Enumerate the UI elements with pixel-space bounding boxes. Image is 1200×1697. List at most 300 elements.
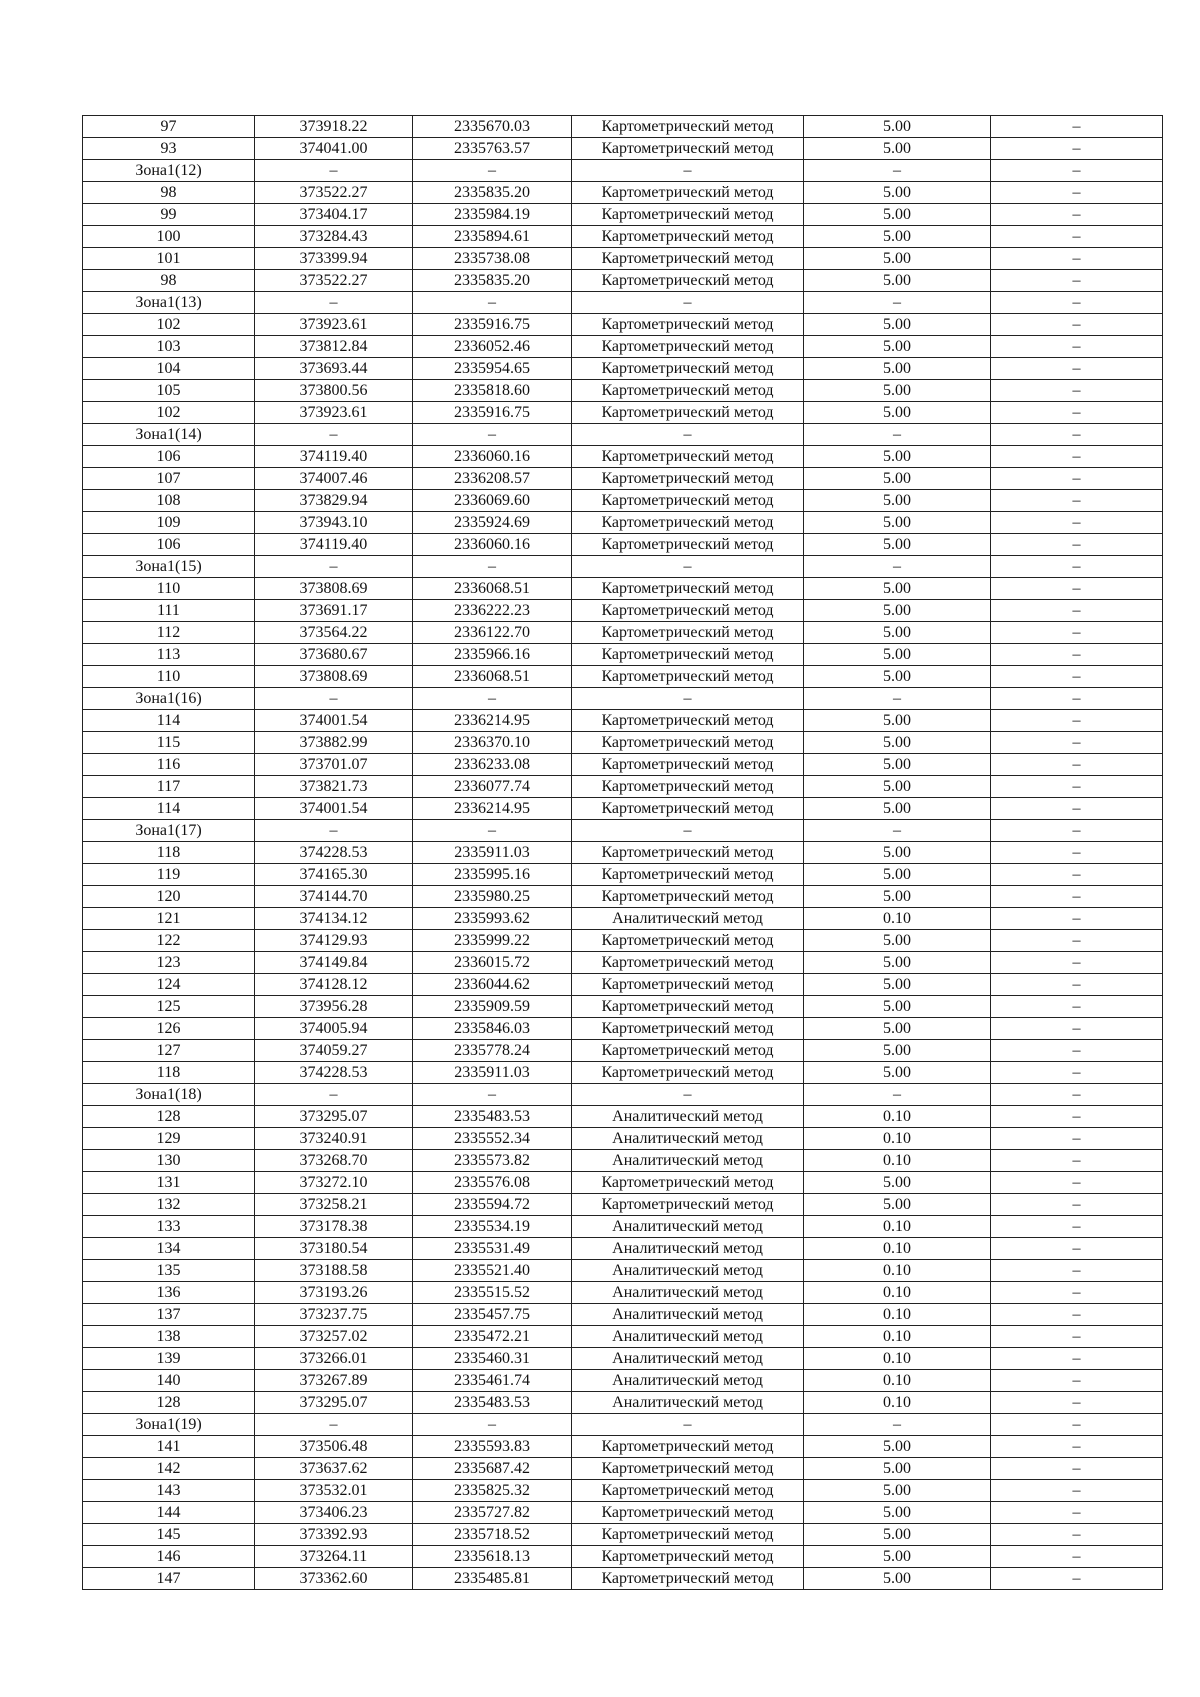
x-coordinate-cell: 373258.21 <box>255 1194 413 1216</box>
accuracy-cell: 5.00 <box>804 754 991 776</box>
accuracy-cell: 5.00 <box>804 270 991 292</box>
table-row <box>83 402 1163 424</box>
accuracy-cell: 5.00 <box>804 226 991 248</box>
accuracy-cell: 5.00 <box>804 490 991 512</box>
accuracy-cell: 5.00 <box>804 644 991 666</box>
accuracy-cell: 5.00 <box>804 864 991 886</box>
point-number-cell: 133 <box>83 1216 255 1238</box>
zone-label-cell: Зона1(16) <box>83 688 255 710</box>
y-coordinate-cell: – <box>413 556 572 578</box>
table-row <box>83 138 1163 160</box>
accuracy-cell: 5.00 <box>804 1040 991 1062</box>
accuracy-cell: 0.10 <box>804 1216 991 1238</box>
description-cell: – <box>991 402 1163 424</box>
x-coordinate-cell: 373267.89 <box>255 1370 413 1392</box>
method-cell: Картометрический метод <box>572 1546 804 1568</box>
y-coordinate-cell: – <box>413 688 572 710</box>
point-number-cell: 113 <box>83 644 255 666</box>
table-row <box>83 226 1163 248</box>
description-cell: – <box>991 160 1163 182</box>
table-row <box>83 270 1163 292</box>
accuracy-cell: 5.00 <box>804 380 991 402</box>
description-cell: – <box>991 116 1163 138</box>
description-cell: – <box>991 1040 1163 1062</box>
table-row <box>83 358 1163 380</box>
description-cell: – <box>991 1172 1163 1194</box>
y-coordinate-cell: – <box>413 1414 572 1436</box>
accuracy-cell: 5.00 <box>804 402 991 424</box>
description-cell: – <box>991 534 1163 556</box>
x-coordinate-cell: 374228.53 <box>255 1062 413 1084</box>
x-coordinate-cell: 374228.53 <box>255 842 413 864</box>
x-coordinate-cell: 373268.70 <box>255 1150 413 1172</box>
description-cell: – <box>991 358 1163 380</box>
description-cell: – <box>991 864 1163 886</box>
method-cell: Аналитический метод <box>572 1216 804 1238</box>
x-coordinate-cell: 373284.43 <box>255 226 413 248</box>
table-row <box>83 204 1163 226</box>
accuracy-cell: 5.00 <box>804 1546 991 1568</box>
description-cell: – <box>991 1018 1163 1040</box>
description-cell: – <box>991 226 1163 248</box>
method-cell: Аналитический метод <box>572 1238 804 1260</box>
point-number-cell: 128 <box>83 1392 255 1414</box>
accuracy-cell: 0.10 <box>804 1238 991 1260</box>
y-coordinate-cell: 2336214.95 <box>413 710 572 732</box>
accuracy-cell: 0.10 <box>804 1150 991 1172</box>
point-number-cell: 138 <box>83 1326 255 1348</box>
point-number-cell: 112 <box>83 622 255 644</box>
accuracy-cell: 5.00 <box>804 1018 991 1040</box>
description-cell: – <box>991 1458 1163 1480</box>
point-number-cell: 128 <box>83 1106 255 1128</box>
method-cell: – <box>572 292 804 314</box>
method-cell: Аналитический метод <box>572 1304 804 1326</box>
table-row <box>83 1502 1163 1524</box>
x-coordinate-cell: 374007.46 <box>255 468 413 490</box>
point-number-cell: 116 <box>83 754 255 776</box>
description-cell: – <box>991 468 1163 490</box>
description-cell: – <box>991 666 1163 688</box>
method-cell: Картометрический метод <box>572 116 804 138</box>
accuracy-cell: – <box>804 160 991 182</box>
zone-header-row <box>83 820 1163 842</box>
description-cell: – <box>991 1546 1163 1568</box>
x-coordinate-cell: – <box>255 160 413 182</box>
method-cell: Картометрический метод <box>572 1436 804 1458</box>
point-number-cell: 108 <box>83 490 255 512</box>
x-coordinate-cell: 373821.73 <box>255 776 413 798</box>
table-row <box>83 512 1163 534</box>
y-coordinate-cell: 2335984.19 <box>413 204 572 226</box>
description-cell: – <box>991 1260 1163 1282</box>
point-number-cell: 144 <box>83 1502 255 1524</box>
method-cell: Аналитический метод <box>572 1348 804 1370</box>
point-number-cell: 99 <box>83 204 255 226</box>
point-number-cell: 114 <box>83 798 255 820</box>
accuracy-cell: 5.00 <box>804 842 991 864</box>
zone-label-cell: Зона1(13) <box>83 292 255 314</box>
accuracy-cell: 5.00 <box>804 204 991 226</box>
y-coordinate-cell: 2335999.22 <box>413 930 572 952</box>
y-coordinate-cell: 2335552.34 <box>413 1128 572 1150</box>
method-cell: Картометрический метод <box>572 930 804 952</box>
method-cell: Картометрический метод <box>572 644 804 666</box>
table-row <box>83 336 1163 358</box>
accuracy-cell: 5.00 <box>804 666 991 688</box>
x-coordinate-cell: 373178.38 <box>255 1216 413 1238</box>
x-coordinate-cell: 373257.02 <box>255 1326 413 1348</box>
table-row <box>83 490 1163 512</box>
accuracy-cell: 0.10 <box>804 1326 991 1348</box>
description-cell: – <box>991 952 1163 974</box>
method-cell: Аналитический метод <box>572 1326 804 1348</box>
point-number-cell: 131 <box>83 1172 255 1194</box>
y-coordinate-cell: 2335687.42 <box>413 1458 572 1480</box>
point-number-cell: 101 <box>83 248 255 270</box>
y-coordinate-cell: 2336068.51 <box>413 666 572 688</box>
y-coordinate-cell: 2335483.53 <box>413 1106 572 1128</box>
accuracy-cell: 5.00 <box>804 710 991 732</box>
method-cell: Картометрический метод <box>572 1480 804 1502</box>
method-cell: Картометрический метод <box>572 336 804 358</box>
method-cell: Аналитический метод <box>572 1150 804 1172</box>
y-coordinate-cell: 2335954.65 <box>413 358 572 380</box>
method-cell: Картометрический метод <box>572 798 804 820</box>
point-number-cell: 118 <box>83 842 255 864</box>
table-row <box>83 1172 1163 1194</box>
x-coordinate-cell: – <box>255 292 413 314</box>
description-cell: – <box>991 1370 1163 1392</box>
accuracy-cell: 5.00 <box>804 1194 991 1216</box>
x-coordinate-cell: 373295.07 <box>255 1106 413 1128</box>
accuracy-cell: 5.00 <box>804 512 991 534</box>
method-cell: Картометрический метод <box>572 1524 804 1546</box>
point-number-cell: 98 <box>83 270 255 292</box>
method-cell: Картометрический метод <box>572 314 804 336</box>
x-coordinate-cell: 373522.27 <box>255 182 413 204</box>
accuracy-cell: 0.10 <box>804 1106 991 1128</box>
y-coordinate-cell: 2335718.52 <box>413 1524 572 1546</box>
accuracy-cell: 5.00 <box>804 1172 991 1194</box>
description-cell: – <box>991 1436 1163 1458</box>
method-cell: Картометрический метод <box>572 1194 804 1216</box>
description-cell: – <box>991 1414 1163 1436</box>
x-coordinate-cell: 373691.17 <box>255 600 413 622</box>
table-row <box>83 996 1163 1018</box>
x-coordinate-cell: 373693.44 <box>255 358 413 380</box>
point-number-cell: 122 <box>83 930 255 952</box>
x-coordinate-cell: 373918.22 <box>255 116 413 138</box>
method-cell: Картометрический метод <box>572 1568 804 1590</box>
point-number-cell: 129 <box>83 1128 255 1150</box>
x-coordinate-cell: 374149.84 <box>255 952 413 974</box>
description-cell: – <box>991 930 1163 952</box>
accuracy-cell: 0.10 <box>804 1304 991 1326</box>
description-cell: – <box>991 336 1163 358</box>
accuracy-cell: – <box>804 1414 991 1436</box>
table-row <box>83 622 1163 644</box>
table-row <box>83 1568 1163 1590</box>
table-row <box>83 666 1163 688</box>
x-coordinate-cell: 374005.94 <box>255 1018 413 1040</box>
x-coordinate-cell: 374119.40 <box>255 446 413 468</box>
description-cell: – <box>991 1238 1163 1260</box>
y-coordinate-cell: 2335894.61 <box>413 226 572 248</box>
y-coordinate-cell: 2336122.70 <box>413 622 572 644</box>
y-coordinate-cell: – <box>413 820 572 842</box>
description-cell: – <box>991 1282 1163 1304</box>
accuracy-cell: 0.10 <box>804 1392 991 1414</box>
point-number-cell: 127 <box>83 1040 255 1062</box>
table-row <box>83 248 1163 270</box>
y-coordinate-cell: 2336222.23 <box>413 600 572 622</box>
table-row <box>83 1018 1163 1040</box>
y-coordinate-cell: 2335461.74 <box>413 1370 572 1392</box>
description-cell: – <box>991 1502 1163 1524</box>
y-coordinate-cell: 2335670.03 <box>413 116 572 138</box>
table-row <box>83 930 1163 952</box>
accuracy-cell: 5.00 <box>804 776 991 798</box>
table-row <box>83 380 1163 402</box>
x-coordinate-cell: 373404.17 <box>255 204 413 226</box>
y-coordinate-cell: 2336015.72 <box>413 952 572 974</box>
table-row <box>83 1326 1163 1348</box>
table-row <box>83 116 1163 138</box>
description-cell: – <box>991 622 1163 644</box>
accuracy-cell: 5.00 <box>804 952 991 974</box>
zone-header-row <box>83 556 1163 578</box>
x-coordinate-cell: 373264.11 <box>255 1546 413 1568</box>
method-cell: Картометрический метод <box>572 996 804 1018</box>
point-number-cell: 114 <box>83 710 255 732</box>
accuracy-cell: – <box>804 556 991 578</box>
description-cell: – <box>991 1326 1163 1348</box>
table-row <box>83 182 1163 204</box>
y-coordinate-cell: 2335993.62 <box>413 908 572 930</box>
y-coordinate-cell: 2335924.69 <box>413 512 572 534</box>
point-number-cell: 143 <box>83 1480 255 1502</box>
y-coordinate-cell: 2335763.57 <box>413 138 572 160</box>
y-coordinate-cell: 2335593.83 <box>413 1436 572 1458</box>
method-cell: Картометрический метод <box>572 1018 804 1040</box>
description-cell: – <box>991 490 1163 512</box>
method-cell: – <box>572 424 804 446</box>
method-cell: Картометрический метод <box>572 952 804 974</box>
y-coordinate-cell: 2335980.25 <box>413 886 572 908</box>
zone-header-row <box>83 160 1163 182</box>
y-coordinate-cell: 2335835.20 <box>413 182 572 204</box>
x-coordinate-cell: 373882.99 <box>255 732 413 754</box>
description-cell: – <box>991 974 1163 996</box>
table-row <box>83 842 1163 864</box>
method-cell: Аналитический метод <box>572 1370 804 1392</box>
accuracy-cell: 0.10 <box>804 1128 991 1150</box>
accuracy-cell: 5.00 <box>804 314 991 336</box>
table-row <box>83 1546 1163 1568</box>
point-number-cell: 124 <box>83 974 255 996</box>
method-cell: Картометрический метод <box>572 380 804 402</box>
table-row <box>83 1216 1163 1238</box>
y-coordinate-cell: 2335916.75 <box>413 314 572 336</box>
method-cell: Картометрический метод <box>572 622 804 644</box>
description-cell: – <box>991 1392 1163 1414</box>
description-cell: – <box>991 248 1163 270</box>
description-cell: – <box>991 710 1163 732</box>
table-row <box>83 1106 1163 1128</box>
point-number-cell: 115 <box>83 732 255 754</box>
point-number-cell: 137 <box>83 1304 255 1326</box>
x-coordinate-cell: 374001.54 <box>255 798 413 820</box>
table-row <box>83 578 1163 600</box>
table-row <box>83 776 1163 798</box>
table-row <box>83 1436 1163 1458</box>
method-cell: Картометрический метод <box>572 358 804 380</box>
table-row <box>83 1370 1163 1392</box>
table-row <box>83 886 1163 908</box>
method-cell: Картометрический метод <box>572 732 804 754</box>
table-row <box>83 1458 1163 1480</box>
y-coordinate-cell: 2335995.16 <box>413 864 572 886</box>
point-number-cell: 139 <box>83 1348 255 1370</box>
zone-header-row <box>83 292 1163 314</box>
point-number-cell: 135 <box>83 1260 255 1282</box>
x-coordinate-cell: 373923.61 <box>255 314 413 336</box>
description-cell: – <box>991 314 1163 336</box>
point-number-cell: 121 <box>83 908 255 930</box>
accuracy-cell: – <box>804 688 991 710</box>
x-coordinate-cell: 373808.69 <box>255 578 413 600</box>
accuracy-cell: 0.10 <box>804 1282 991 1304</box>
y-coordinate-cell: – <box>413 1084 572 1106</box>
x-coordinate-cell: 373399.94 <box>255 248 413 270</box>
description-cell: – <box>991 644 1163 666</box>
y-coordinate-cell: 2336370.10 <box>413 732 572 754</box>
y-coordinate-cell: 2335515.52 <box>413 1282 572 1304</box>
method-cell: – <box>572 556 804 578</box>
method-cell: Аналитический метод <box>572 1260 804 1282</box>
description-cell: – <box>991 1084 1163 1106</box>
description-cell: – <box>991 182 1163 204</box>
point-number-cell: 146 <box>83 1546 255 1568</box>
x-coordinate-cell: 373680.67 <box>255 644 413 666</box>
x-coordinate-cell: 374059.27 <box>255 1040 413 1062</box>
accuracy-cell: – <box>804 820 991 842</box>
zone-label-cell: Зона1(18) <box>83 1084 255 1106</box>
description-cell: – <box>991 842 1163 864</box>
y-coordinate-cell: – <box>413 424 572 446</box>
point-number-cell: 100 <box>83 226 255 248</box>
method-cell: Картометрический метод <box>572 1040 804 1062</box>
table-row <box>83 798 1163 820</box>
description-cell: – <box>991 908 1163 930</box>
table-row <box>83 1348 1163 1370</box>
y-coordinate-cell: 2335531.49 <box>413 1238 572 1260</box>
x-coordinate-cell: 374134.12 <box>255 908 413 930</box>
accuracy-cell: 0.10 <box>804 1260 991 1282</box>
x-coordinate-cell: 373522.27 <box>255 270 413 292</box>
table-row <box>83 864 1163 886</box>
description-cell: – <box>991 292 1163 314</box>
accuracy-cell: 5.00 <box>804 886 991 908</box>
accuracy-cell: 0.10 <box>804 908 991 930</box>
method-cell: Аналитический метод <box>572 1282 804 1304</box>
y-coordinate-cell: 2336068.51 <box>413 578 572 600</box>
table-row <box>83 644 1163 666</box>
coordinates-table <box>82 115 1163 1590</box>
method-cell: Картометрический метод <box>572 512 804 534</box>
accuracy-cell: 5.00 <box>804 336 991 358</box>
point-number-cell: 97 <box>83 116 255 138</box>
point-number-cell: 109 <box>83 512 255 534</box>
y-coordinate-cell: 2335966.16 <box>413 644 572 666</box>
point-number-cell: 107 <box>83 468 255 490</box>
y-coordinate-cell: 2335460.31 <box>413 1348 572 1370</box>
description-cell: – <box>991 1480 1163 1502</box>
x-coordinate-cell: 373392.93 <box>255 1524 413 1546</box>
method-cell: Картометрический метод <box>572 666 804 688</box>
accuracy-cell: – <box>804 292 991 314</box>
x-coordinate-cell: 373362.60 <box>255 1568 413 1590</box>
accuracy-cell: 0.10 <box>804 1370 991 1392</box>
method-cell: Картометрический метод <box>572 578 804 600</box>
description-cell: – <box>991 578 1163 600</box>
x-coordinate-cell: 373701.07 <box>255 754 413 776</box>
description-cell: – <box>991 776 1163 798</box>
y-coordinate-cell: 2336069.60 <box>413 490 572 512</box>
zone-label-cell: Зона1(17) <box>83 820 255 842</box>
method-cell: Аналитический метод <box>572 908 804 930</box>
x-coordinate-cell: 373532.01 <box>255 1480 413 1502</box>
zone-label-cell: Зона1(14) <box>83 424 255 446</box>
x-coordinate-cell: 374119.40 <box>255 534 413 556</box>
table-row <box>83 1150 1163 1172</box>
accuracy-cell: 5.00 <box>804 1524 991 1546</box>
table-row <box>83 1128 1163 1150</box>
method-cell: Аналитический метод <box>572 1106 804 1128</box>
accuracy-cell: 5.00 <box>804 138 991 160</box>
point-number-cell: 140 <box>83 1370 255 1392</box>
method-cell: Картометрический метод <box>572 248 804 270</box>
x-coordinate-cell: 373240.91 <box>255 1128 413 1150</box>
x-coordinate-cell: 373812.84 <box>255 336 413 358</box>
y-coordinate-cell: 2335738.08 <box>413 248 572 270</box>
y-coordinate-cell: 2335534.19 <box>413 1216 572 1238</box>
description-cell: – <box>991 1194 1163 1216</box>
method-cell: Картометрический метод <box>572 182 804 204</box>
accuracy-cell: – <box>804 1084 991 1106</box>
point-number-cell: 103 <box>83 336 255 358</box>
description-cell: – <box>991 1524 1163 1546</box>
accuracy-cell: 0.10 <box>804 1348 991 1370</box>
description-cell: – <box>991 1128 1163 1150</box>
method-cell: Картометрический метод <box>572 886 804 908</box>
description-cell: – <box>991 688 1163 710</box>
x-coordinate-cell: 374128.12 <box>255 974 413 996</box>
x-coordinate-cell: 373406.23 <box>255 1502 413 1524</box>
table-row <box>83 314 1163 336</box>
description-cell: – <box>991 556 1163 578</box>
y-coordinate-cell: 2335778.24 <box>413 1040 572 1062</box>
table-row <box>83 1304 1163 1326</box>
y-coordinate-cell: 2335485.81 <box>413 1568 572 1590</box>
table-row <box>83 1040 1163 1062</box>
accuracy-cell: 5.00 <box>804 622 991 644</box>
accuracy-cell: 5.00 <box>804 116 991 138</box>
method-cell: Картометрический метод <box>572 1062 804 1084</box>
description-cell: – <box>991 424 1163 446</box>
description-cell: – <box>991 1150 1163 1172</box>
